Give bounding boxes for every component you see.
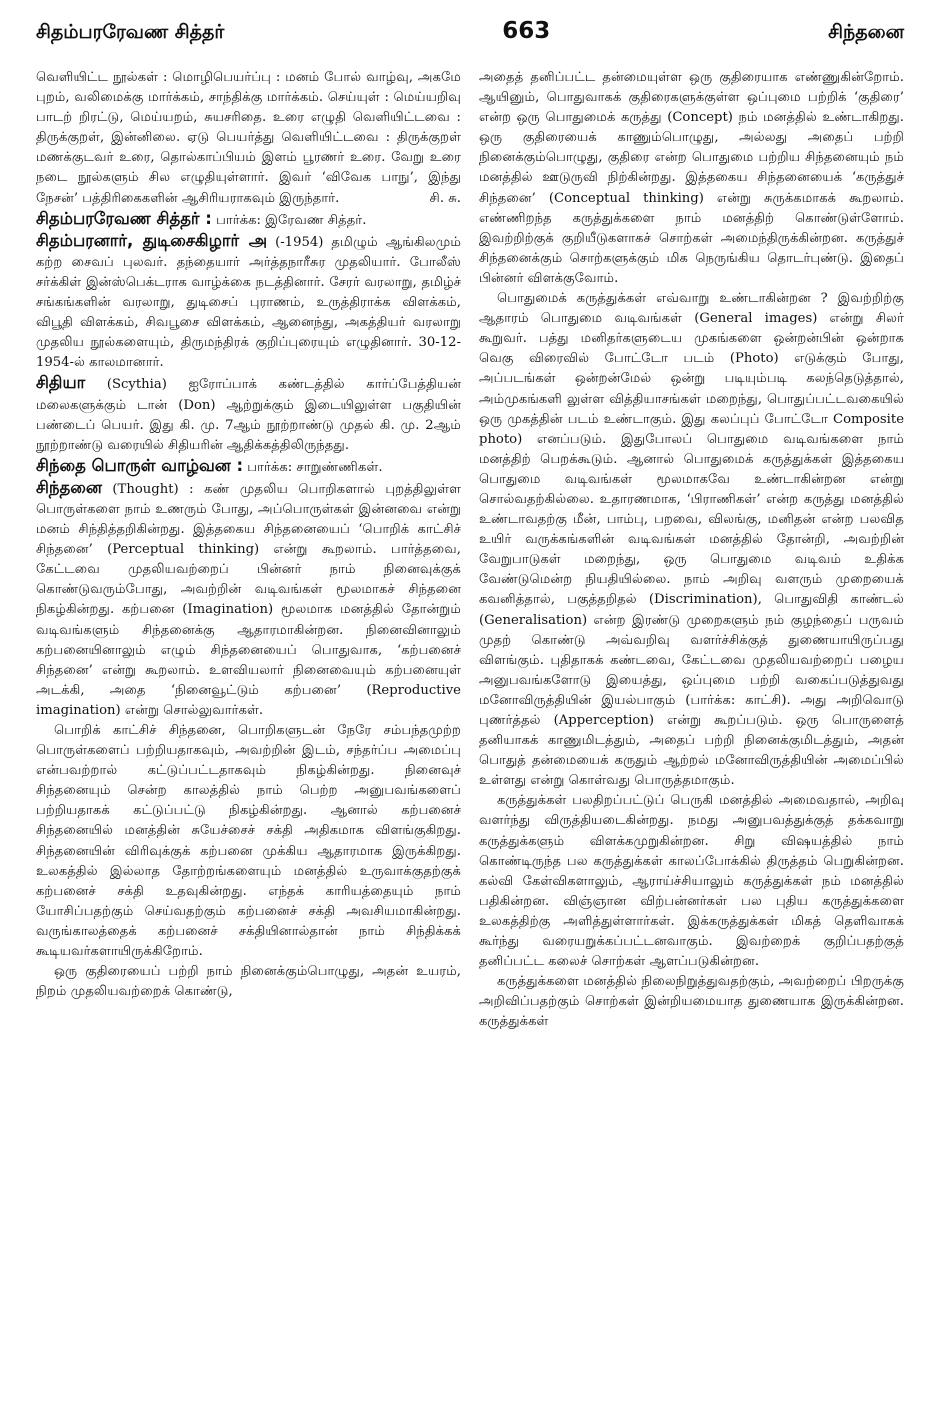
entry-headword: சிதியா — [36, 373, 86, 393]
body-paragraph: ஒரு குதிரையைப் பற்றி நாம் நினைக்கும்பொழுது, அதன் உயரம், நிறம் முதலியவற்றைக் கொண்டு, — [36, 964, 461, 1000]
entry-text: பார்க்க: சாறுண்ணிகள். — [243, 459, 383, 475]
body-paragraph: கருத்துக்களை மனத்தில் நிலைநிறுத்துவதற்கும், அவற்றைப் பிறருக்கு அறிவிப்பதற்கும் சொற்கள் இன்றியமையாத துணையாக இருக்கின்றன. கருத்துக்கள் — [479, 974, 904, 1030]
author-initials: சி. சு. — [429, 190, 461, 206]
paragraph-text: வெளியிட்ட நூல்கள் : மொழிபெயர்ப்பு : மனம் போல் வாழ்வு, அகமே புறம், வலிமைக்கு மார்க்கம், சாந்திக்கு மார்க்கம். செய்யுள் : மெய்யறிவு பாடற் றிரட்டு, மெய்யறம், சுயசரிதை. உரை எழுதி வெளியிட்டவை : திருக்குறள், இன்னிலை. ஏடு பெயர்த்து வெளியிட்டவை : திருக்குறள் மணக்குடவர் உரை, தொல்காப்பியம் இளம் பூரணர் உரை. வேறு உரை நடை நூல்களும் சில எழுதியுள்ளார். இவர் ‘விவேக பாநு’, இந்து நேசன்’ பத்திரிகைகளின் ஆசிரியராகவும் இருந்தார். — [36, 70, 461, 206]
entry-chidambaranar — [36, 231, 461, 374]
entry-sindhai-porul — [36, 456, 461, 478]
header-right-guide-word: சிந்தனை — [828, 21, 904, 43]
entry-text: (-1954) தமிழும் ஆங்கிலமும் கற்ற சைவப் புலவர். தந்தையார் அர்த்தநாரீசுர முதலியார். போலீஸ் சர்க்கிள் இன்ஸ்பெக்டராக வாழ்க்கை நடத்தினார். சேரர் வரலாறு, தமிழ்ச் சங்கங்களின் வரலாறு, துடிசைப் புராணம், உருத்திராக்க விளக்கம், விபூதி விளக்கம், சிவபூசை விளக்கம், ஆனைந்து, அகத்தியர் வரலாறு முதலிய நூல்களையும், திருமந்திரக் குறிப்புரையும் எழுதினார். 30-12-1954-ல் காலமானார். — [36, 234, 461, 371]
entry-chidambara-revana — [36, 209, 461, 231]
entry-text: (Thought) : கண் முதலிய பொறிகளால் புறத்திலுள்ள பொருள்களை நாம் உணரும் போது, அப்பொருள்கள் இன்னவை என்று மனம் சிந்தித்தறிகின்றது. இத்தகைய சிந்தனையைப் ‘பொறிக் காட்சிச் சிந்தனை’ (Perceptual thinking) என்று கூறலாம். பார்த்தவை, கேட்டவை முதலியவற்றைப் பின்னர் நாம் நினைவுக்குக் கொண்டுவரும்போது, அவற்றின் வடிவங்கள் மூலமாகச் சிந்தனை நிகழ்கின்றது. கற்பனை (Imagination) மூலமாக மனத்தில் தோன்றும் வடிவங்களும் சிந்தனைக்கு ஆதாரமாகின்றன. நினைவினாலும் கற்பனையினாலும் எழும் சிந்தனையைப் பொதுவாக, ‘கற்பனைச் சிந்தனை’ என்று கூறலாம். உளவியலார் நினைவையும் கற்பனையுள் அடக்கி, அதை ‘நினைவூட்டும் கற்பனை’ (Reproductive imagination) என்று சொல்லுவார்கள். — [36, 481, 461, 718]
entry-headword: சிந்தை பொருள் வாழ்வன : — [36, 455, 244, 475]
two-column-body — [36, 68, 904, 1033]
body-paragraph: பொறிக் காட்சிச் சிந்தனை, பொறிகளுடன் நேரே சம்பந்தமுற்ற பொருள்களைப் பற்றியதாகவும், அவற்றின் இடம், சந்தர்ப்ப அமைப்பு என்பவற்றால் கட்டுப்பட்டதாகவும் நிகழ்கின்றது. நினைவுச் சிந்தனையும் சென்ற காலத்தில் நாம் பெற்ற அனுபவங்களைப் பற்றியதாகக் கட்டுப்பட்டு நிகழ்கின்றது. ஆனால் கற்பனைச் சிந்தனையில் மனத்தின் சுயேச்சைச் சக்தி அதிகமாக விளங்குகிறது. சிந்தனையின் விரிவுக்குக் கற்பனை முக்கிய ஆதாரமாக இருக்கிறது. உலகத்தில் இல்லாத தோற்றங்களையும் மனத்தில் உருவாக்குதற்குக் கற்பனைச் சக்தி உதவுகின்றது. எந்தக் காரியத்தையும் நாம் யோசிப்பதற்கும் செய்வதற்கும் கற்பனைச் சக்தி அவசியமாகின்றது. வருங்காலத்தைக் கற்பனைச் சக்தியினால்தான் நாம் சிந்திக்கக் கூடியவர்களாயிருக்கிறோம். — [36, 723, 461, 960]
entry-headword: சிதம்பரரேவண சித்தர் : — [36, 208, 212, 228]
body-paragraph: கருத்துக்கள் பலதிறப்பட்டுப் பெருகி மனத்தில் அமைவதால், அறிவு வளர்ந்து விருத்தியடைகின்றது. நமது அனுபவத்துக்குத் தக்கவாறு கருத்துக்களும் விளக்கமுறுகின்றன. சிறு விஷயத்தில் நாம் கொண்டிருந்த பல கருத்துக்கள் காலப்போக்கில் திருத்தம் பெறுகின்றன. கல்வி கேள்விகளாலும், ஆராய்ச்சியாலும் கருத்துக்கள் நம் மனத்தில் பதிகின்றன. விஞ்ஞான விற்பன்னர்கள் பல புதிய கருத்துக்களை உலகத்திற்கு அளித்துள்ளார்கள். இக்கருத்துக்கள் மிகத் தெளிவாகக் கூர்ந்து வரையறுக்கப்பட்டனவாகும். இவற்றைக் குறிப்பதற்குத் தனிப்பட்ட கலைச் சொற்கள் ஆளப்படுகின்றன. — [479, 793, 904, 970]
entry-text: பார்க்க: இரேவண சித்தர். — [211, 212, 367, 228]
left-column — [36, 68, 461, 1033]
right-column — [479, 68, 904, 1033]
entry-headword: சிதம்பரனார், துடிசைகிழார் அ — [36, 230, 268, 250]
running-header — [36, 18, 904, 58]
body-paragraph: அதைத் தனிப்பட்ட தன்மையுள்ள ஒரு குதிரையாக எண்ணுகின்றோம். ஆயினும், பொதுவாகக் குதிரைகளுக்குள்ள ஒப்புமை பற்றிக் ‘குதிரை’ என்ற ஒரு பொதுமைக் கருத்து (Concept) நம் மனத்தில் உண்டாகிறது. ஒரு குதிரையைக் காணும்பொழுது, அல்லது அதைப் பற்றி நினைக்கும்பொழுது, குதிரை என்ற பொதுமை பற்றிய சிந்தனையும் நம் மனத்தில் ஊடுருவி நிற்கின்றது. இத்தகைய சிந்தனையைக் ‘கருத்துச் சிந்தனை’ (Conceptual thinking) என்று சுருக்கமாகக் கூறலாம். எண்ணிறந்த கருத்துக்களை நாம் மனத்திற் கொண்டுள்ளோம். இவற்றிற்குக் குறியீடுகளாகச் சொற்கள் அமைந்திருக்கின்றன. கருத்துச் சிந்தனைக்கும் சொற்களுக்கும் மிக நெருங்கிய தொடர்புண்டு. இதைப் பின்னர் விளக்குவோம். — [479, 70, 904, 286]
entry-headword: சிந்தனை — [36, 477, 102, 497]
entry-sinthanai — [36, 478, 461, 721]
body-paragraph: பொதுமைக் கருத்துக்கள் எவ்வாறு உண்டாகின்றன ? இவற்றிற்கு ஆதாரம் பொதுமை வடிவங்கள் (General images) என்று சிலர் கூறுவர். பத்து மனிதர்களுடைய முகங்களை ஒன்றன்பின் ஒன்றாக வெகு விரைவில் போட்டோ படம் (Photo) எடுக்கும் போது, அப்படங்கள் ஒன்றன்மேல் ஒன்று படியும்படி கலந்தெடுத்தால், அம்முகங்களி லுள்ள வித்தியாசங்கள் மறைந்து, பொதுப்பட்டவகையில் ஒரு முகத்தின் படம் உண்டாகும். இது கலப்புப் போட்டோ Composite photo) எனப்படும். இதுபோலப் பொதுமை வடிவங்களை நாம் மனத்திற் பெறக்கூடும். ஆனால் பொதுமைக் கருத்துக்கள் இத்தகைய பொதுமை வடிவங்கள் மூலமாகவே உண்டாகின்றன என்று சொல்வதற்கில்லை. உதாரணமாக, ‘பிராணிகள்’ என்ற கருத்து மனத்தில் உண்டாவதற்கு மீன், பாம்பு, பறவை, விலங்கு, மனிதன் என்ற பலவித உயிர் வருக்கங்களின் வடிவங்கள் மனத்தில் தோன்றி, அவற்றின் வேறுபாடுகள் மறைந்து, ஒரு பொதுமை வடிவம் உதிக்க வேண்டுமென்ற நியதியில்லை. நாம் அறிவு வளரும் முறையைக் கவனித்தால், பகுத்தறிதல் (Discrimination), பொதுவிதி காண்டல் (Generalisation) என்ற இரண்டு முறைகளும் நம் குழந்தைப் பருவம் முதற் கொண்டு அவ்வறிவு வளர்ச்சிக்குத் துணையாயிருப்பது விளங்கும். புதிதாகக் கண்டவை, கேட்டவை முதலியவற்றைப் பழைய அனுபவங்களோடு இயைத்து, ஒப்புமை பற்றி வகைப்படுத்துவது மனோவிருத்தியின் இயல்பாகும் (பார்க்க: காட்சி). அது அறிவொடு புணர்த்தல் (Apperception) என்று கூறப்படும். ஒரு பொருளைத் தனியாகக் காணுமிடத்தும், அதைப் பற்றி நினைக்குமிடத்தும், அதன் பொதுத் தன்மையைக் கருதும் ஆற்றல் மனோவிருத்தியின் அமைப்பில் உள்ளது என்று கொள்வது பொருத்தமாகும். — [479, 291, 904, 789]
entry-continuation-paragraph — [36, 68, 461, 209]
entry-scythia — [36, 373, 461, 455]
page-number: 663 — [502, 18, 551, 44]
header-left-guide-word: சிதம்பரரேவண சித்தர் — [36, 21, 225, 43]
entry-text: (Scythia) ஐரோப்பாக் கண்டத்தில் கார்ப்பேத்தியன் மலைகளுக்கும் டான் (Don) ஆற்றுக்கும் இடையிலுள்ள பகுதியின் பண்டைப் பெயர். இது கி. மு. 7ஆம் நூற்றாண்டு முதல் கி. மு. 2ஆம் நூற்றாண்டு வரையில் சிதியரின் ஆதிக்கத்திலிருந்தது. — [36, 377, 461, 453]
